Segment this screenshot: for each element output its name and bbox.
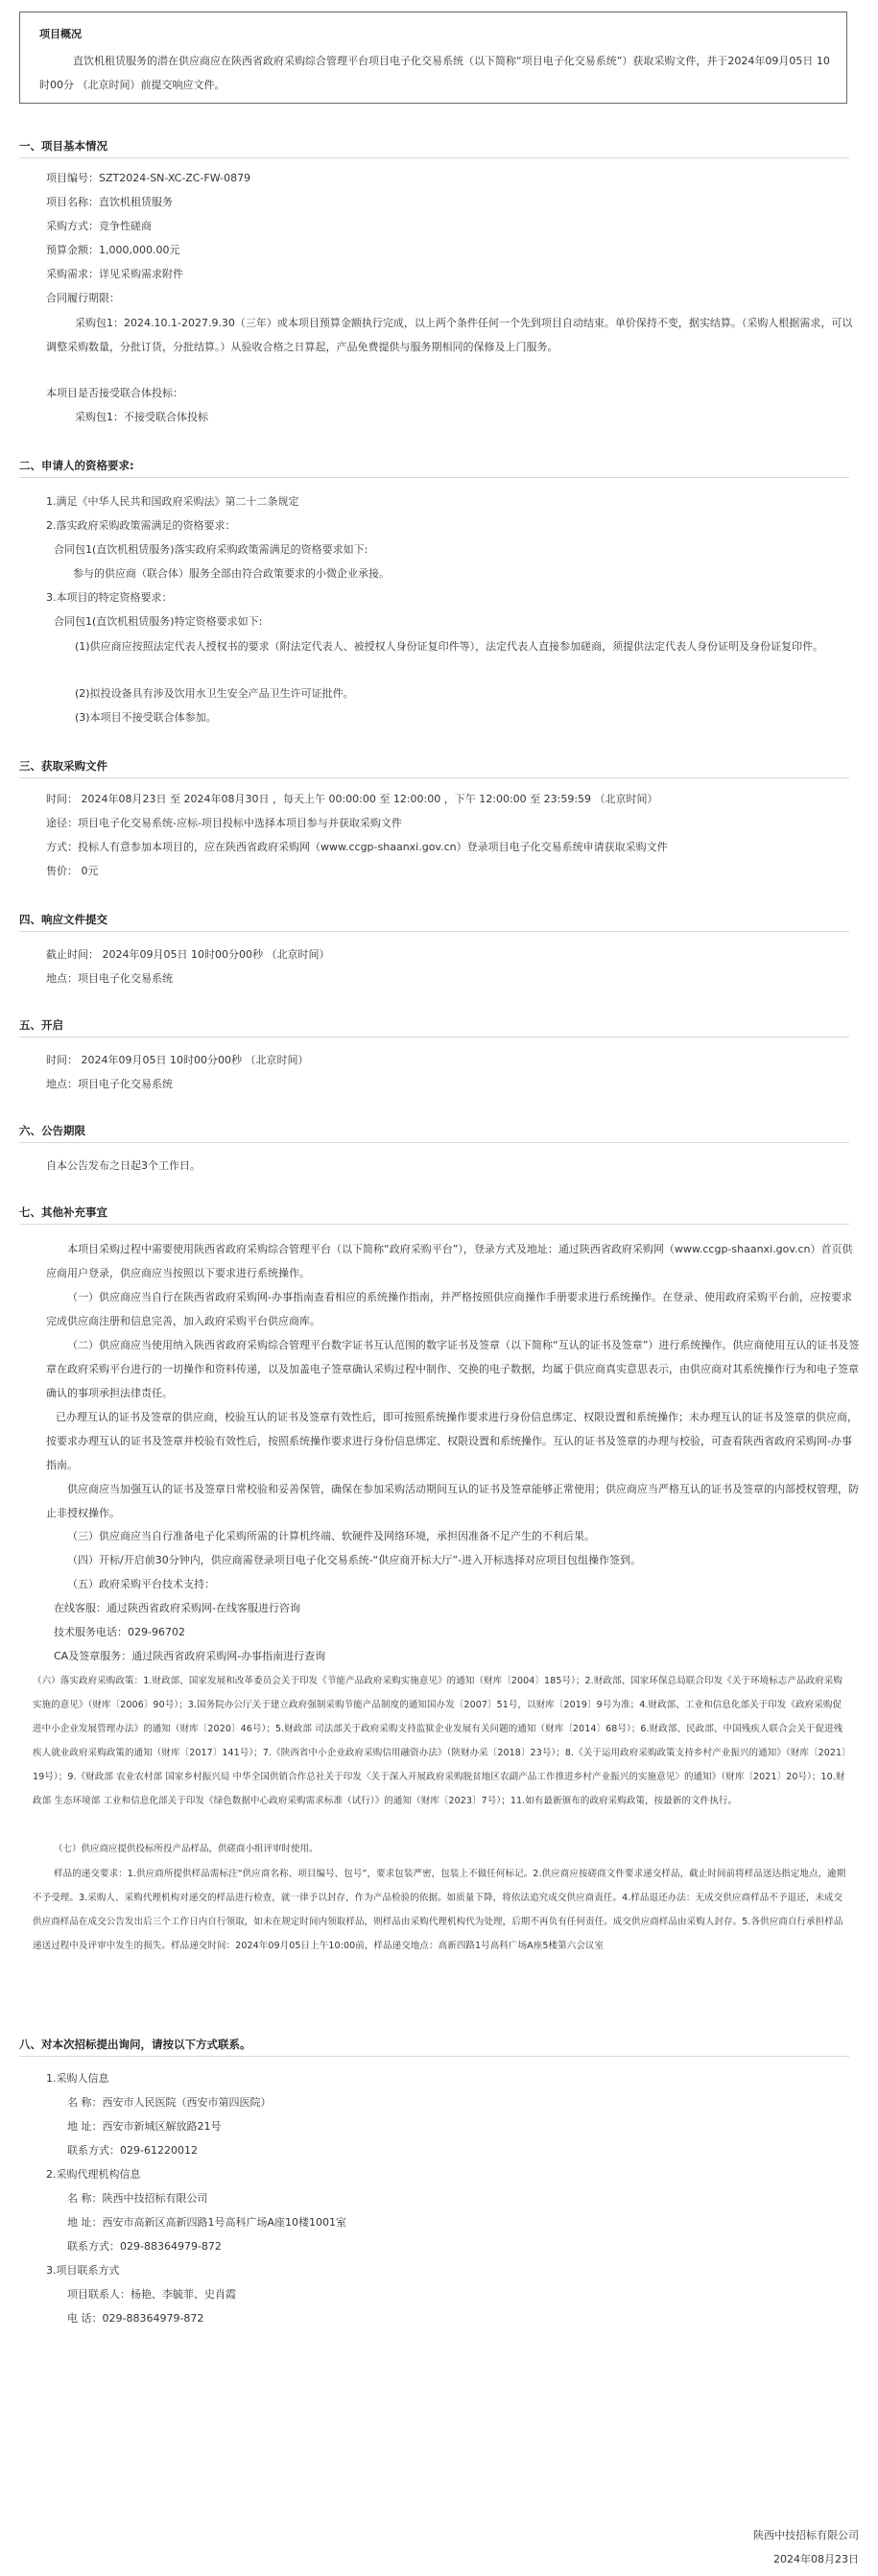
section-1-divider: [19, 157, 849, 158]
supplement-item-4: （四）开标/开启前30分钟内，供应商需登录项目电子化交易系统-“供应商开标大厅”-进入开标选择对应项目包组操作签到。: [67, 1554, 642, 1566]
section-7-title: 七、其他补充事宜: [19, 1205, 107, 1219]
section-7-divider: [19, 1224, 849, 1225]
project-contact-title: 3.项目联系方式: [46, 2264, 120, 2277]
overview-text: 直饮机租赁服务的潜在供应商应在陕西省政府采购综合管理平台项目电子化交易系统（以下简称“项目电子化交易系统”）获取采购文件，并于2024年09月05日 10时00分 （北京时间）前提交响应文件。: [39, 55, 830, 91]
policy-list: （六）落实政府采购政策：1.财政部、国家发展和改革委员会关于印发《节能产品政府采购实施意见》的通知（财库〔2004〕185号）；2.财政部、国家环保总局联合印发《关于环境标志产品政府采购实施的意见》（财库〔2006〕90号）；3.国务院办公厅关于建立政府强制采购节能产品制度的通知国办发〔2007〕51号，以财库〔2019〕9号为准；4.财政部、工业和信息化部关于印发《政府采购促进中小企业发展管理办法》的通知（财库〔2020〕46号）；5.财政部 司法部关于政府采购支持监狱企业发展有关问题的通知（财库〔2014〕68号）；6.财政部、民政部、中国残疾人联合会关于促进残疾人就业政府采购政策的通知（财库〔2017〕141号）；7.《陕西省中小企业政府采购信用融资办法》（陕财办采〔2018〕23号）；8.《关于运用政府采购政策支持乡村产业振兴的通知》（财库〔2021〕19号）；9.《财政部 农业农村部 国家乡村振兴局 中华全国供销合作总社关于印发〈关于深入开展政府采购脱贫地区农副产品工作推进乡村产业振兴的实施意见〉的通知》（财库〔2021〕20号）；10.财政部 生态环境部 工业和信息化部关于印发《绿色数据中心政府采购需求标准（试行）》的通知（财库〔2023〕7号）；11.如有最新颁布的政府采购政策，按最新的文件执行。: [33, 1676, 847, 1806]
sample-requirements: 样品的递交要求：1.供应商所提供样品需标注“供应商名称、项目编号、包号”，要求包装严密，包装上不做任何标记。2.供应商应按磋商文件要求递交样品，截止时间前将样品送达指定地点，逾期不予受理。3.采购人、采购代理机构对递交的样品进行检查，就一律予以封存，作为产品检验的依据。如质量下降，将依法追究成交供应商责任。4.样品退还办法：无成交供应商样品不予退还，未成交供应商样品在成交公告发出后三个工作日内自行领取，如未在规定时间内领取样品，则样品由采购代理机构代为处理，后期不再负有任何责任。成交供应商样品由采购人封存。5.各供应商自行承担样品递送过程中及评审中发生的损失。样品递交时间：2024年09月05日上午10:00前，样品递交地点：高新四路1号高科广场A座5楼第六会议室: [33, 1869, 846, 1951]
document-price: 售价： 0元: [46, 865, 99, 877]
acquisition-time: 时间： 2024年08月23日 至 2024年08月30日 ，每天上午 00:00:00 至 12:00:00 ，下午 12:00:00 至 23:59:59 （北京时间）: [46, 793, 658, 805]
submission-deadline: 截止时间： 2024年09月05日 10时00分00秒 （北京时间）: [46, 948, 330, 961]
submission-place: 地点：项目电子化交易系统: [46, 972, 173, 985]
section-4-title: 四、响应文件提交: [19, 913, 107, 926]
supplement-item-2: （二）供应商应当使用纳入陕西省政府采购综合管理平台数字证书互认范围的数字证书及签章（以下简称“互认的证书及签章”）进行系统操作。供应商使用互认的证书及签章在政府采购平台进行的一切操作和资料传递，以及加盖电子签章确认采购过程中制作、交换的电子数据，均属于供应商真实意思表示，由供应商对其系统操作行为和电子签章确认的事项承担法律责任。: [46, 1339, 860, 1399]
section-3-title: 三、获取采购文件: [19, 759, 107, 773]
budget-amount: 预算金额：1,000,000.00元: [46, 244, 180, 256]
agent-name: 名 称：陕西中技招标有限公司: [67, 2192, 208, 2205]
agent-address: 地 址：西安市高新区高新四路1号高科广场A座10楼1001室: [67, 2216, 347, 2229]
specific-requirement-2: (2)拟投设备具有涉及饮用水卫生安全产品卫生许可证批件。: [75, 687, 354, 700]
contract-period-label: 合同履行期限：: [46, 292, 120, 304]
overview-title: 项目概况: [39, 28, 82, 40]
project-name: 项目名称：直饮机租赁服务: [46, 196, 173, 208]
section-8-title: 八、对本次招标提出询问，请按以下方式联系。: [19, 2038, 251, 2051]
announcement-period: 自本公告发布之日起3个工作日。: [46, 1159, 201, 1172]
opening-time: 时间： 2024年09月05日 10时00分00秒 （北京时间）: [46, 1054, 309, 1066]
buyer-info-title: 1.采购人信息: [46, 2072, 109, 2085]
tech-support-phone: 技术服务电话：029-96702: [54, 1626, 185, 1638]
qualification-line: 2.落实政府采购政策需满足的资格要求：: [46, 519, 236, 532]
section-5-title: 五、开启: [19, 1018, 63, 1032]
section-3-divider: [19, 777, 849, 778]
section-6-title: 六、公告期限: [19, 1124, 85, 1137]
qualification-line: 1.满足《中华人民共和国政府采购法》第二十二条规定: [46, 495, 299, 508]
section-6-divider: [19, 1142, 849, 1143]
project-contact-phone: 电 话：029-88364979-872: [67, 2312, 204, 2325]
buyer-name: 名 称：西安市人民医院（西安市第四医院）: [67, 2096, 272, 2109]
section-5-divider: [19, 1037, 849, 1038]
agent-info-title: 2.采购代理机构信息: [46, 2168, 141, 2181]
supplement-item-3: （三）供应商应当自行准备电子化采购所需的计算机终端、软硬件及网络环境，承担因准备不足产生的不利后果。: [67, 1530, 595, 1542]
specific-requirement-1: (1)供应商应按照法定代表人授权书的要求（附法定代表人、被授权人身份证复印件等），法定代表人直接参加磋商，须提供法定代表人身份证明及身份证复印件。: [75, 640, 824, 653]
qualification-line: 合同包1(直饮机租赁服务)特定资格要求如下:: [54, 615, 263, 628]
qualification-line: 合同包1(直饮机租赁服务)落实政府采购政策需满足的资格要求如下:: [54, 543, 368, 556]
acquisition-method: 方式：投标人有意参加本项目的，应在陕西省政府采购网（www.ccgp-shaanxi.gov.cn）登录项目电子化交易系统申请获取采购文件: [46, 841, 668, 853]
section-8-divider: [19, 2056, 849, 2057]
ca-service: CA及签章服务：通过陕西省政府采购网-办事指南进行查询: [54, 1650, 326, 1662]
buyer-address: 地 址：西安市新城区解放路21号: [67, 2120, 222, 2133]
sample-title: （七）供应商应提供投标所投产品样品，供磋商小组评审时使用。: [54, 1844, 319, 1854]
section-4-divider: [19, 931, 849, 932]
contract-period-text: 采购包1：2024.10.1-2027.9.30（三年）或本项目预算金额执行完成，以上两个条件任何一个先到项目自动结束。单价保持不变，据实结算。（采购人根据需求，可以调整采购数量，分批订货，分批结算。）从验收合格之日算起，产品免费提供与服务期相同的保修及上门服务。: [46, 317, 853, 353]
project-contact-people: 项目联系人：杨艳、李毓菲、史肖霞: [67, 2288, 236, 2301]
signature-organization: 陕西中技招标有限公司: [753, 2529, 859, 2541]
section-2-divider: [19, 477, 849, 478]
certificate-handling: 已办理互认的证书及签章的供应商，校验互认的证书及签章有效性后，即可按照系统操作要求进行身份信息绑定、权限设置和系统操作；未办理互认的证书及签章的供应商，按要求办理互认的证书及签章并校验有效性后，按照系统操作要求进行身份信息绑定、权限设置和系统操作。互认的证书及签章的办理与校验，可查看陕西省政府采购网-办事指南。: [46, 1411, 858, 1471]
section-1-title: 一、项目基本情况: [19, 139, 107, 153]
agent-phone: 联系方式：029-88364979-872: [67, 2240, 222, 2253]
joint-bid-label: 本项目是否接受联合体投标：: [46, 387, 183, 399]
online-service: 在线客服：通过陕西省政府采购网-在线客服进行咨询: [54, 1602, 300, 1614]
buyer-phone: 联系方式：029-61220012: [67, 2144, 198, 2157]
platform-intro: 本项目采购过程中需要使用陕西省政府采购综合管理平台（以下简称“政府采购平台”），登录方式及地址：通过陕西省政府采购网（www.ccgp-shaanxi.gov.cn）首页供应商用户登录，供应商应当按照以下要求进行系统操作。: [46, 1243, 853, 1279]
acquisition-route: 途径：项目电子化交易系统-应标-项目投标中选择本项目参与并获取采购文件: [46, 817, 402, 829]
section-2-title: 二、申请人的资格要求:: [19, 459, 134, 472]
qualification-line: 参与的供应商（联合体）服务全部由符合政策要求的小微企业承接。: [73, 567, 390, 580]
supplement-item-1: （一）供应商应当自行在陕西省政府采购网-办事指南查看相应的系统操作指南，并严格按照供应商操作手册要求进行系统操作。在登录、使用政府采购平台前，应按要求完成供应商注册和信息完善，加入政府采购平台供应商库。: [46, 1291, 852, 1327]
project-overview-box: [19, 12, 847, 104]
signature-date: 2024年08月23日: [773, 2553, 859, 2565]
opening-place: 地点：项目电子化交易系统: [46, 1078, 173, 1090]
supplement-item-5: （五）政府采购平台技术支持：: [67, 1578, 215, 1590]
joint-bid-value: 采购包1：不接受联合体投标: [75, 411, 208, 423]
certificate-management: 供应商应当加强互认的证书及签章日常校验和妥善保管，确保在参加采购活动期间互认的证书及签章能够正常使用；供应商应当严格互认的证书及签章的内部授权管理，防止非授权操作。: [46, 1483, 859, 1519]
specific-requirement-3: (3)本项目不接受联合体参加。: [75, 711, 217, 724]
project-number: 项目编号：SZT2024-SN-XC-ZC-FW-0879: [46, 172, 251, 184]
qualification-line: 3.本项目的特定资格要求：: [46, 591, 173, 604]
procurement-requirement: 采购需求：详见采购需求附件: [46, 268, 183, 280]
procurement-method: 采购方式：竞争性磋商: [46, 220, 152, 232]
